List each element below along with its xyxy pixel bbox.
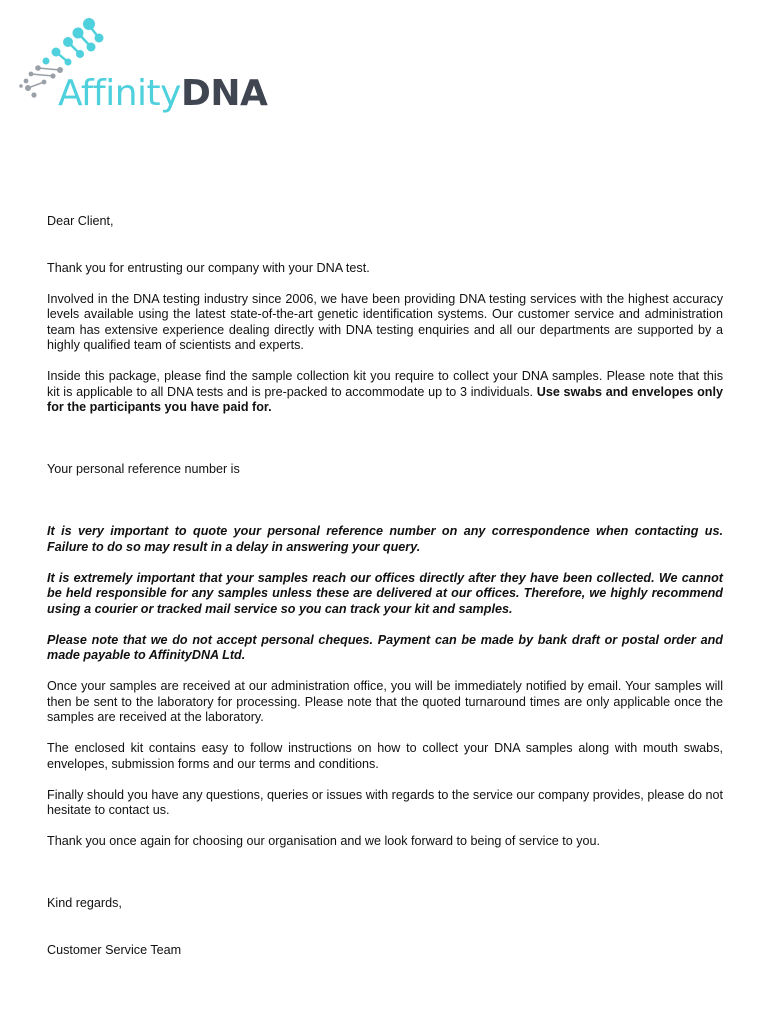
intro-paragraph: Involved in the DNA testing industry since 2006, we have been providing DNA testing services with the highest accuracy levels available using the latest state-of-the-art genetic identification systems. Our customer service and administration team has extensive experience dealing directly with DNA testing enquiries and all our departments are supported by a highly qualified team of scientists and experts. (47, 291, 723, 352)
samples-received-paragraph: Once your samples are received at our administration office, you will be immediately notified by email. Your samples will then be sent to the laboratory for processing. Please note that the quoted turnaround times are only applicable once the samples are received at the laboratory. (47, 679, 723, 724)
kit-contents-paragraph: The enclosed kit contains easy to follow instructions on how to collect your DNA samples along with mouth swabs, envelopes, submission forms and our terms and conditions. (47, 741, 723, 771)
company-wordmark (58, 74, 267, 114)
important-reference-paragraph: It is very important to quote your personal reference number on any correspondence when contacting us. Failure to do so may result in a delay in answering your query. (47, 524, 723, 554)
questions-paragraph: Finally should you have any questions, queries or issues with regards to the service our company provides, please do not hesitate to contact us. (47, 787, 723, 817)
thanks-paragraph: Thank you for entrusting our company with your DNA test. (47, 260, 370, 275)
wordmark-affinity: Affinity (58, 73, 181, 114)
reference-line: Your personal reference number is (47, 462, 240, 476)
wordmark-dna: DNA (180, 73, 268, 114)
letter-body (47, 214, 723, 958)
important-samples-paragraph: It is extremely important that your samples reach our offices directly after they have been collected. We cannot be held responsible for any samples unless these are delivered at our offices. Therefore, we highly recommend using a courier or tracked mail service so you can track your kit and samples. (47, 570, 723, 616)
package-text: Inside this package, please find the sample collection kit you require to collect your DNA samples. Please note that this kit is applicable to all DNA tests and is pre-packed to accommodate up to 3 individuals. (47, 369, 723, 399)
payment-paragraph: Please note that we do not accept personal cheques. Payment can be made by bank draft or postal order and made payable to AffinityDNA Ltd. (47, 632, 723, 662)
signature: Customer Service Team (47, 942, 182, 957)
company-logo (18, 16, 278, 116)
package-bold-note: Use swabs and envelopes only for the participants you have paid for. (47, 384, 723, 414)
thanks-again-paragraph: Thank you once again for choosing our organisation and we look forward to being of service to you. (47, 834, 601, 848)
package-paragraph (47, 369, 723, 416)
closing: Kind regards, (47, 896, 122, 910)
salutation: Dear Client, (47, 214, 114, 228)
